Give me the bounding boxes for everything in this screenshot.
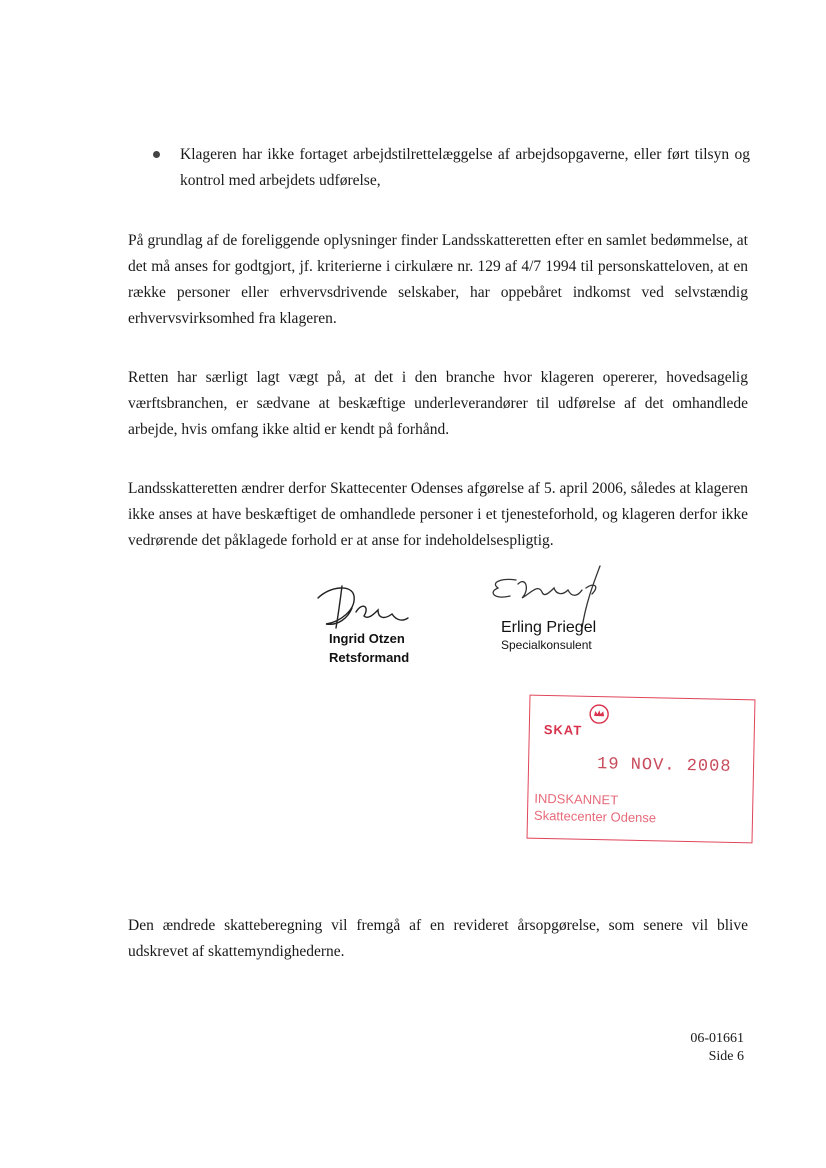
stamp-logo-text: SKAT (543, 721, 583, 738)
paragraph-closing: Den ændrede skatteberegning vil fremgå af en revideret årsopgørelse, som senere vil blive udskrevet af skattemyndighederne. (128, 917, 748, 960)
paragraph-basis: På grundlag af de foreliggende oplysninger finder Landsskatteretten efter en samlet bedømmelse, at det må anses for godtgjort, jf. kriterierne i cirkulære nr. 129 af 4/7 1994 til personskatteloven, at en række personer eller erhvervsdrivende selskaber, har oppebåret indkomst ved selvstændig erhvervsvirksomhed fra klageren. (128, 232, 748, 327)
stamp-date: 19 NOV. 2008 (596, 755, 732, 777)
bullet-icon (153, 151, 160, 158)
signatory-left-name: Ingrid Otzen (329, 631, 405, 646)
signatory-right-name: Erling Priegel (501, 619, 597, 636)
paragraph-decision: Landsskatteretten ændrer derfor Skattecenter Odenses afgørelse af 5. april 2006, således at klageren ikke anses at have beskæftiget de omhandlede personer i et tjenesteforhold, og klageren derfor ikke vedrørende det påklagede forhold er at anse for indeholdelsespligtig. (128, 480, 748, 549)
signatory-left-title: Retsformand (329, 650, 410, 665)
case-number: 06-01661 (690, 1031, 744, 1046)
crown-emblem-icon (588, 703, 610, 725)
signature-otzen-icon (312, 578, 412, 638)
bullet-text: Klageren har ikke fortaget arbejdstilrettelæggelse af arbejdsopgaverne, eller ført tilsyn og kontrol med arbejdets udførelse, (180, 146, 750, 189)
paragraph-reasoning: Retten har særligt lagt vægt på, at det i den branche hvor klageren opererer, hovedsagelig værftsbranchen, er sædvane at beskæftige underleverandører til udførelse af det omhandlede arbejde, hvis omfang ikke altid er kendt på forhånd. (128, 369, 748, 438)
stamp-status: INDSKANNET (534, 790, 619, 808)
stamp-office: Skattecenter Odense (533, 807, 657, 826)
received-stamp (527, 695, 756, 844)
signatory-right-title: Specialkonsulent (501, 638, 592, 652)
page-number: Side 6 (708, 1049, 744, 1064)
